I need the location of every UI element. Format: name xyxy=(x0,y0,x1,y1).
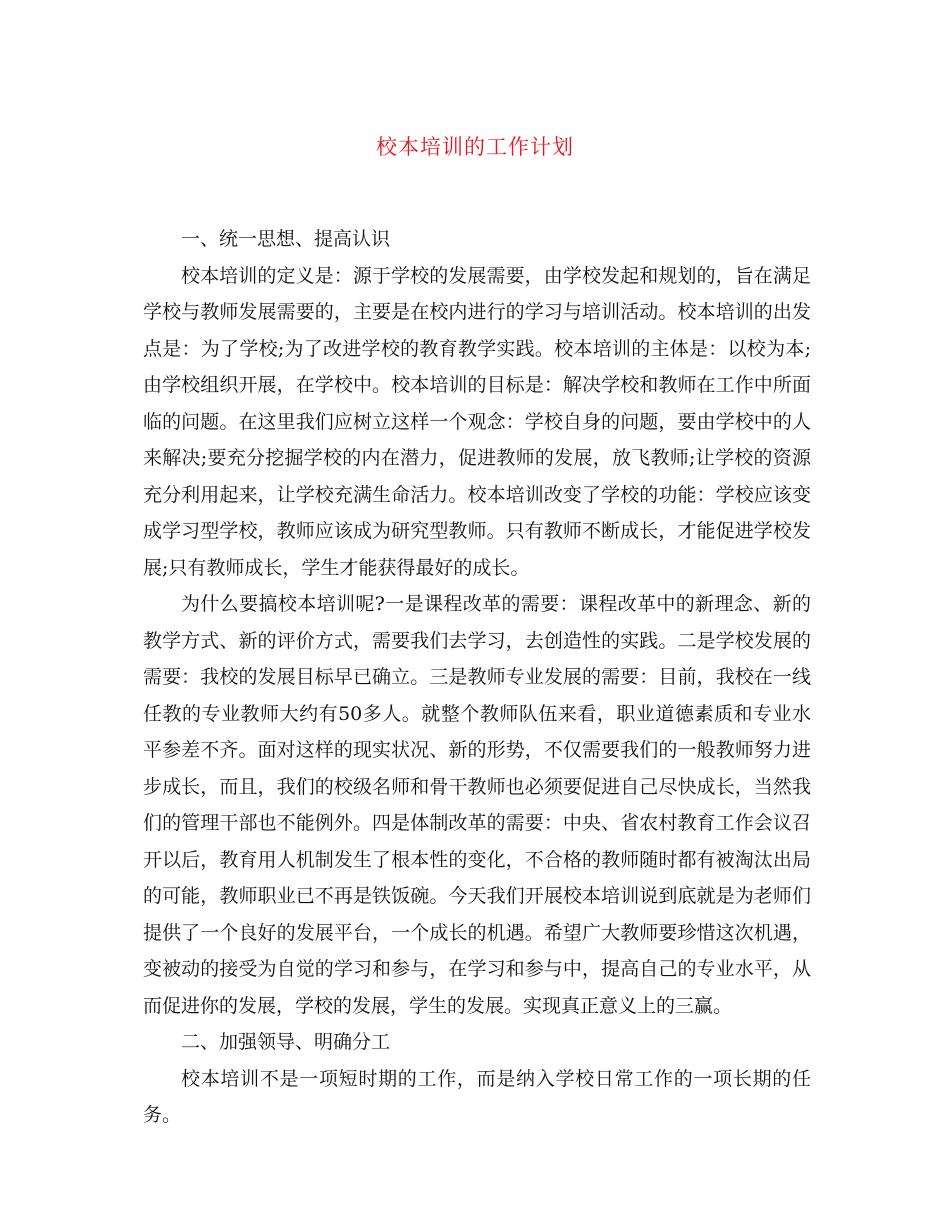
paragraph-definition: 校本培训的定义是：源于学校的发展需要，由学校发起和规划的，旨在满足学校与教师发展需要的，主要是在校内进行的学习与培训活动。校本培训的出发点是：为了学校;为了改进学校的教育教学实践。校本培训的主体是：以校为本;由学校组织开展，在学校中。校本培训的目标是：解决学校和教师在工作中所面临的问题。在这里我们应树立这样一个观念：学校自身的问题，要由学校中的人来解决;要充分挖掘学校的内在潜力，促进教师的发展，放飞教师;让学校的资源充分利用起来，让学校充满生命活力。校本培训改变了学校的功能：学校应该变成学习型学校，教师应该成为研究型教师。只有教师不断成长，才能促进学校发展;只有教师成长，学生才能获得最好的成长。 xyxy=(143,264,811,579)
document-title: 校本培训的工作计划 xyxy=(376,135,574,159)
paragraph-reasons: 为什么要搞校本培训呢?一是课程改革的需要：课程改革中的新理念、新的教学方式、新的评价方式，需要我们去学习，去创造性的实践。二是学校发展的需要：我校的发展目标早已确立。三是教师专业发展的需要：目前，我校在一线任教的专业教师大约有50多人。就整个教师队伍来看，职业道德素质和专业水平参差不齐。面对这样的现实状况、新的形势，不仅需要我们的一般教师努力进步成长，而且，我们的校级名师和骨干教师也必须要促进自己尽快成长，当然我们的管理干部也不能例外。四是体制改革的需要：中央、省农村教育工作会议召开以后，教育用人机制发生了根本性的变化，不合格的教师随时都有被淘汰出局的可能，教师职业已不再是铁饭碗。今天我们开展校本培训说到底就是为老师们提供了一个良好的发展平台，一个成长的机遇。希望广大教师要珍惜这次机遇，变被动的接受为自觉的学习和参与，在学习和参与中，提高自己的专业水平，从而促进你的发展，学校的发展，学生的发展。实现真正意义上的三赢。 xyxy=(143,593,811,1017)
section-heading-1: 一、统一思想、提高认识 xyxy=(181,228,391,250)
document-body xyxy=(143,221,811,1134)
paragraph-long-term-task: 校本培训不是一项短时期的工作，而是纳入学校日常工作的一项长期的任务。 xyxy=(143,1067,811,1126)
section-heading-2: 二、加强领导、明确分工 xyxy=(181,1031,391,1053)
